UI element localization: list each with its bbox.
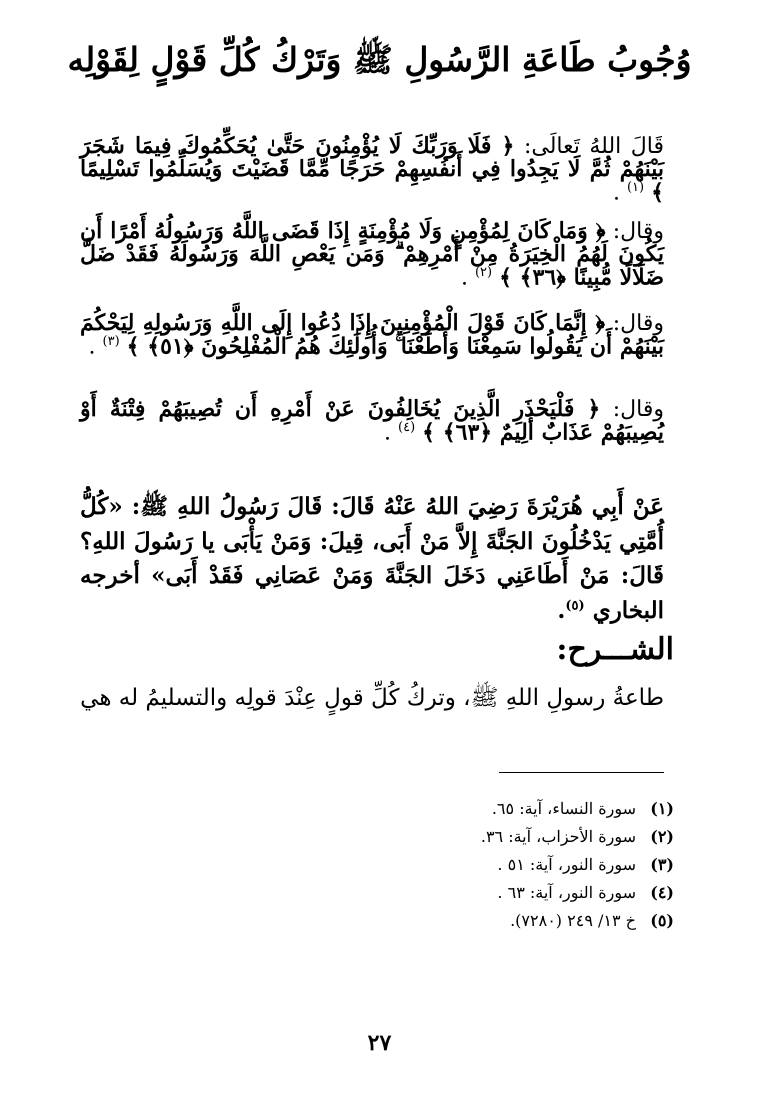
footnote-number: (٥): [650, 911, 674, 930]
footnote-ref: (٤): [398, 420, 416, 436]
footnote-item: [274, 879, 674, 907]
footnote-ref: (٣): [102, 334, 120, 350]
sharh-paragraph: [80, 686, 664, 710]
quran-verse: ﴿ وَمَا كَانَ لِمُؤْمِنٍ وَلَا مُؤْمِنَةٍ إِذَا قَضَى اللَّهُ وَرَسُولُهُ أَمْرًا أَن يَكُونَ لَهُمُ الْخِيَرَةُ مِنْ أَمْرِهِمْ ۗ وَمَن يَعْصِ اللَّهَ وَرَسُولَهُ فَقَدْ ضَلَّ ضَلَالًا مُّبِينًا ﴿٣٦﴾ ﴾: [80, 218, 664, 291]
footnote-text: خ ١٣/ ٢٤٩ (٧٢٨٠).: [510, 911, 636, 930]
verse-intro: وقال:: [612, 311, 665, 336]
quran-verse: ﴿ فَلَا وَرَبِّكَ لَا يُؤْمِنُونَ حَتَّىٰ يُحَكِّمُوكَ فِيمَا شَجَرَ بَيْنَهُمْ ثُمَّ لَا يَجِدُوا فِي أَنفُسِهِمْ حَرَجًا مِّمَّا قَضَيْتَ وَيُسَلِّمُوا تَسْلِيمًا ﴾: [80, 133, 664, 206]
footnote-number: (٤): [650, 883, 674, 902]
verse-intro: وقال:: [612, 219, 664, 244]
footnote-item: [274, 907, 674, 935]
verse-block-3: وقال: ﴿ إِنَّمَا كَانَ قَوْلَ الْمُؤْمِنِينَ إِذَا دُعُوا إِلَى اللَّهِ وَرَسُولِهِ لِيَحْكُمَ بَيْنَهُمْ أَن يَقُولُوا سَمِعْنَا وَأَطَعْنَا ۚ وَأُولَٰئِكَ هُمُ الْمُفْلِحُونَ ﴿٥١﴾ ﴾ $^{(٣)}$ .: [80, 310, 665, 360]
footnote-number: (٣): [650, 855, 674, 874]
footnote-text: سورة النساء، آية: ٦٥.: [491, 799, 636, 818]
verse-block-2: وقال: ﴿ وَمَا كَانَ لِمُؤْمِنٍ وَلَا مُؤْمِنَةٍ إِذَا قَضَى اللَّهُ وَرَسُولُهُ أَمْرًا أَن يَكُونَ لَهُمُ الْخِيَرَةُ مِنْ أَمْرِهِمْ ۗ وَمَن يَعْصِ اللَّهَ وَرَسُولَهُ فَقَدْ ضَلَّ ضَلَالًا مُّبِينًا ﴿٣٦﴾ ﴾ $^{(٢)}$ .: [80, 218, 664, 291]
footnote-separator: [499, 772, 664, 773]
footnote-ref: (٢): [474, 265, 493, 281]
footnote-ref: (١): [626, 180, 645, 196]
sharh-text: طاعةُ رسولِ اللهِ ﷺ، وتركُ كُلِّ قولٍ عِنْدَ قولِه والتسليمُ له هي: [80, 685, 664, 711]
hadith-block: عَنْ أَبِي هُرَيْرَةَ رَضِيَ اللهُ عَنْهُ قَالَ: قَالَ رَسُولُ اللهِ ﷺ: «كُلُّ أُمَّتِي يَدْخُلُونَ الجَنَّةَ إِلاَّ مَنْ أَبَى، قِيلَ: وَمَنْ يَأْبَى يا رَسُولَ اللهِ؟ قَالَ: مَنْ أَطَاعَنِي دَخَلَ الجَنَّةَ وَمَنْ عَصَانِي فَقَدْ أَبَى» أخرجه البخاري $^{(٥)}$.: [80, 493, 664, 624]
footnote-item: [274, 823, 674, 851]
footnote-number: (١): [650, 799, 674, 818]
footnote-item: [274, 851, 674, 879]
verse-intro: قَالَ اللهُ تَعالَى:: [523, 134, 664, 159]
verse-block-1: قَالَ اللهُ تَعالَى: ﴿ فَلَا وَرَبِّكَ لَا يُؤْمِنُونَ حَتَّىٰ يُحَكِّمُوكَ فِيمَا شَجَرَ بَيْنَهُمْ ثُمَّ لَا يَجِدُوا فِي أَنفُسِهِمْ حَرَجًا مِّمَّا قَضَيْتَ وَيُسَلِّمُوا تَسْلِيمًا ﴾ $^{(١)}$ .: [80, 133, 664, 206]
footnotes-list: [274, 795, 674, 935]
footnote-text: سورة النور، آية: ٥١ .: [497, 855, 636, 874]
footnote-text: سورة النور، آية: ٦٣ .: [497, 883, 636, 902]
verse-intro: وقال:: [612, 397, 664, 422]
hadith-text: عَنْ أَبِي هُرَيْرَةَ رَضِيَ اللهُ عَنْهُ قَالَ: قَالَ رَسُولُ اللهِ ﷺ: «كُلُّ أُمَّتِي يَدْخُلُونَ الجَنَّةَ إِلاَّ مَنْ أَبَى، قِيلَ: وَمَنْ يَأْبَى يا رَسُولَ اللهِ؟ قَالَ: مَنْ أَطَاعَنِي دَخَلَ الجَنَّةَ وَمَنْ عَصَانِي فَقَدْ أَبَى» أخرجه البخاري: [80, 493, 664, 624]
sharh-heading: الشـــرح:: [556, 632, 674, 667]
quran-verse: ﴿ فَلْيَحْذَرِ الَّذِينَ يُخَالِفُونَ عَنْ أَمْرِهِ أَن تُصِيبَهُمْ فِتْنَةٌ أَوْ يُصِيبَهُمْ عَذَابٌ أَلِيمٌ ﴿٦٣﴾ ﴾: [80, 396, 664, 446]
quran-verse: ﴿ إِنَّمَا كَانَ قَوْلَ الْمُؤْمِنِينَ إِذَا دُعُوا إِلَى اللَّهِ وَرَسُولِهِ لِيَحْكُمَ بَيْنَهُمْ أَن يَقُولُوا سَمِعْنَا وَأَطَعْنَا ۚ وَأُولَٰئِكَ هُمُ الْمُفْلِحُونَ ﴿٥١﴾ ﴾: [80, 310, 664, 360]
footnote-text: سورة الأحزاب، آية: ٣٦.: [480, 827, 636, 846]
page-title: وُجُوبُ طَاعَةِ الرَّسُولِ ﷺ وَتَرْكُ كُلِّ قَوْلٍ لِقَوْلِه: [67, 40, 692, 79]
footnote-ref: (٥): [565, 597, 585, 613]
footnote-number: (٢): [650, 827, 674, 846]
verse-block-4: وقال: ﴿ فَلْيَحْذَرِ الَّذِينَ يُخَالِفُونَ عَنْ أَمْرِهِ أَن تُصِيبَهُمْ فِتْنَةٌ أَوْ يُصِيبَهُمْ عَذَابٌ أَلِيمٌ ﴿٦٣﴾ ﴾ $^{(٤)}$ .: [80, 396, 664, 446]
footnote-item: [274, 795, 674, 823]
page-number: ٢٧: [367, 1030, 392, 1056]
